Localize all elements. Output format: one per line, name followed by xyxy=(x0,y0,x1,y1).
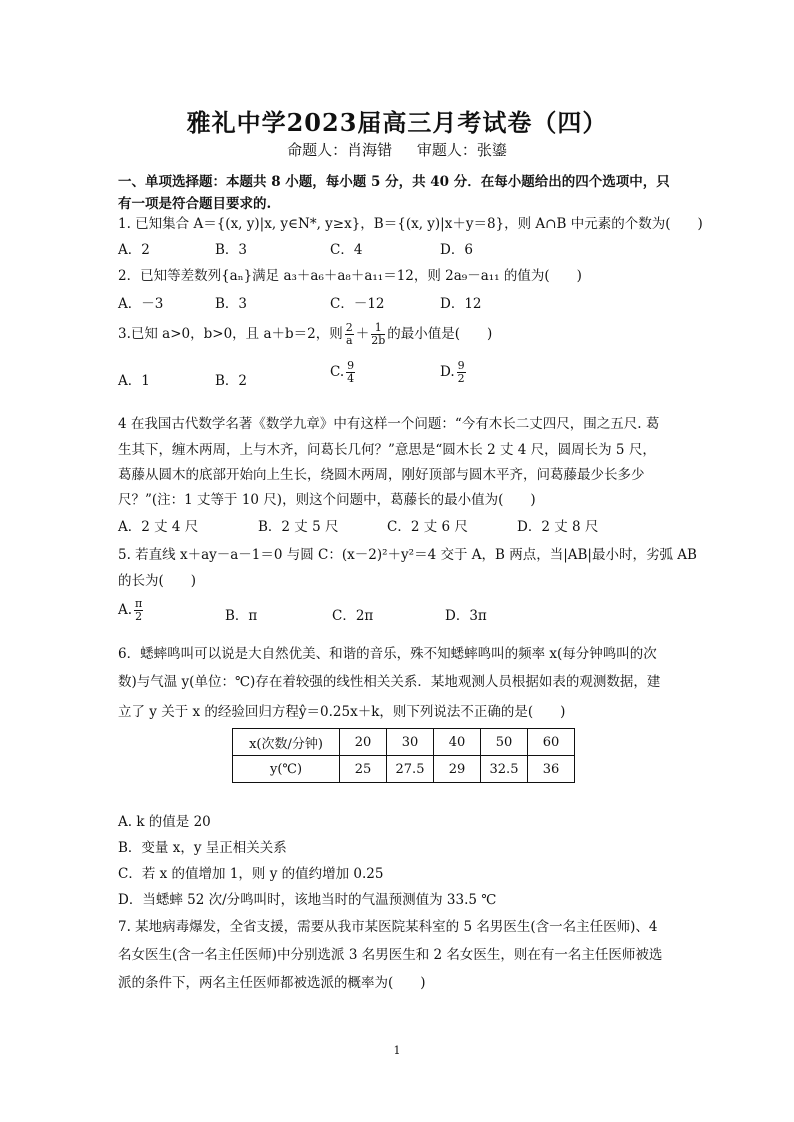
question-setter: 命题人：肖海错 xyxy=(287,141,393,159)
q4-option-c: C．2 丈 6 尺 xyxy=(387,519,468,535)
question-6-line3: 立了 y 关于 x 的经验回归方程ŷ＝0.25x＋k，则下列说法不正确的是( ) xyxy=(118,704,566,720)
q3-option-b: B．2 xyxy=(215,373,248,389)
table-cell: x(次数/分钟) xyxy=(233,729,340,756)
q4-option-b: B．2 丈 5 尺 xyxy=(258,519,339,535)
q3-option-d-fraction xyxy=(457,360,466,385)
question-reviewer: 审题人：张鎏 xyxy=(416,141,507,159)
table-cell: 40 xyxy=(434,729,481,756)
table-cell: 29 xyxy=(434,756,481,783)
table-cell: 50 xyxy=(481,729,528,756)
q3-option-d-label: D. xyxy=(440,364,455,380)
q4-option-a: A．2 丈 4 尺 xyxy=(118,519,199,535)
q1-option-b: B．3 xyxy=(215,242,248,258)
question-4-line3: 葛藤从圆木的底部开始向上生长，绕圆木两周，刚好顶部与圆木平齐，问葛藤最少长多少 xyxy=(118,467,645,483)
table-cell: 25 xyxy=(340,756,387,783)
q1-option-d: D．6 xyxy=(440,242,473,258)
q6-option-a: A. k 的值是 20 xyxy=(118,814,211,830)
table-row xyxy=(233,756,575,783)
q5-option-b: B．π xyxy=(225,608,258,624)
table-cell: 32.5 xyxy=(481,756,528,783)
q3-fraction-1 xyxy=(345,322,354,347)
q3-prefix: 3.已知 a>0，b>0，且 a＋b＝2，则 xyxy=(118,326,343,342)
q3-fraction-2 xyxy=(371,322,385,347)
q3-fraction-2-denominator: 2b xyxy=(371,334,386,347)
q5-option-a-numerator: π xyxy=(135,597,143,610)
q1-option-a: A．2 xyxy=(118,242,150,258)
q3-fraction-1-denominator: a xyxy=(345,334,353,347)
q5-option-a-denominator: 2 xyxy=(135,610,143,623)
q3-option-c-numerator: 9 xyxy=(347,359,355,372)
q6-option-b: B．变量 x，y 呈正相关关系 xyxy=(118,840,287,856)
q2-option-a: A．－3 xyxy=(118,296,164,312)
q3-suffix: 的最小值是( ) xyxy=(387,326,493,342)
q2-option-b: B．3 xyxy=(215,296,248,312)
authors-line xyxy=(0,139,794,160)
question-6-line2: 数)与气温 y(单位：℃)存在着较强的线性相关关系．某地观测人员根据如表的观测数据，建 xyxy=(118,674,661,690)
q1-option-c: C．4 xyxy=(330,242,363,258)
q3-option-c-label: C. xyxy=(330,364,345,380)
question-7-line1: 7. 某地病毒爆发，全省支援，需要从我市某医院某科室的 5 名男医生(含一名主任医师)、4 xyxy=(118,919,658,935)
question-6-line1: 6．蟋蟀鸣叫可以说是大自然优美、和谐的音乐，殊不知蟋蟀鸣叫的频率 x(每分钟鸣叫的次 xyxy=(118,646,657,662)
q3-option-d-numerator: 9 xyxy=(457,359,465,372)
q2-option-d: D．12 xyxy=(440,296,482,312)
question-7-line3: 派的条件下，两名主任医师都被选派的概率为( ) xyxy=(118,975,426,991)
table-cell: 30 xyxy=(387,729,434,756)
page-number: 1 xyxy=(393,1044,401,1057)
table-cell: y(℃) xyxy=(233,756,340,783)
q3-option-d xyxy=(440,360,468,385)
question-5-line2: 的长为( ) xyxy=(118,573,197,589)
table-row xyxy=(233,729,575,756)
q3-plus: ＋ xyxy=(355,326,370,342)
q3-option-c-fraction xyxy=(346,360,355,385)
q3-option-c xyxy=(330,360,357,385)
q5-option-a-label: A. xyxy=(118,602,133,618)
question-5-line1: 5. 若直线 x＋ay－a－1＝0 与圆 C：(x－2)²＋y²＝4 交于 A，B 两点，当|AB|最小时，劣弧 AB xyxy=(118,547,697,563)
observation-table xyxy=(232,728,575,783)
table-cell: 27.5 xyxy=(387,756,434,783)
question-1-text: 1. 已知集合 A＝{(x, y)|x, y∈N*, y≥x}，B＝{(x, y)|x＋y＝8}，则 A∩B 中元素的个数为( ) xyxy=(118,216,703,232)
question-4-line2: 生其下，缠木两周，上与木齐，问葛长几何？”意思是“圆木长 2 丈 4 尺，圆周长为 5 尺， xyxy=(118,442,656,458)
exam-title: 雅礼中学2023届高三月考试卷（四） xyxy=(186,108,608,137)
q3-fraction-1-numerator: 2 xyxy=(345,321,353,334)
table-cell: 20 xyxy=(340,729,387,756)
question-4-line1: 4 在我国古代数学名著《数学九章》中有这样一个问题：“今有木长二丈四尺，围之五尺. 葛 xyxy=(118,416,660,432)
table-cell: 60 xyxy=(528,729,575,756)
question-2-text: 2．已知等差数列{aₙ}满足 a₃＋a₆＋a₈＋a₁₁＝12，则 2a₉－a₁₁ 的值为( ) xyxy=(118,268,582,284)
section-heading-line2: 有一项是符合题目要求的. xyxy=(118,196,272,212)
q3-option-a: A．1 xyxy=(118,373,150,389)
q2-option-c: C．－12 xyxy=(330,296,385,312)
section-heading-line1: 一、单项选择题：本题共 8 小题，每小题 5 分，共 40 分．在每小题给出的四个选项中，只 xyxy=(118,174,670,190)
q3-fraction-2-numerator: 1 xyxy=(371,322,385,335)
q5-option-a-fraction xyxy=(134,598,143,623)
q4-option-d: D．2 丈 8 尺 xyxy=(517,519,599,535)
q6-option-c: C．若 x 的值增加 1，则 y 的值约增加 0.25 xyxy=(118,866,384,882)
table-cell: 36 xyxy=(528,756,575,783)
q6-option-d: D．当蟋蟀 52 次/分鸣叫时，该地当时的气温预测值为 33.5 ℃ xyxy=(118,892,497,908)
question-3-text xyxy=(118,322,678,347)
q3-option-d-denominator: 2 xyxy=(457,372,465,385)
question-7-line2: 名女医生(含一名主任医师)中分别选派 3 名男医生和 2 名女医生，则在有一名主任医师被选 xyxy=(118,947,663,963)
q5-option-c: C．2π xyxy=(332,608,374,624)
question-4-line4: 尺？”(注：1 丈等于 10 尺)，则这个问题中，葛藤长的最小值为( ) xyxy=(118,492,536,508)
q5-option-d: D．3π xyxy=(445,608,487,624)
q3-option-c-denominator: 4 xyxy=(347,372,355,385)
q5-option-a xyxy=(118,598,145,623)
